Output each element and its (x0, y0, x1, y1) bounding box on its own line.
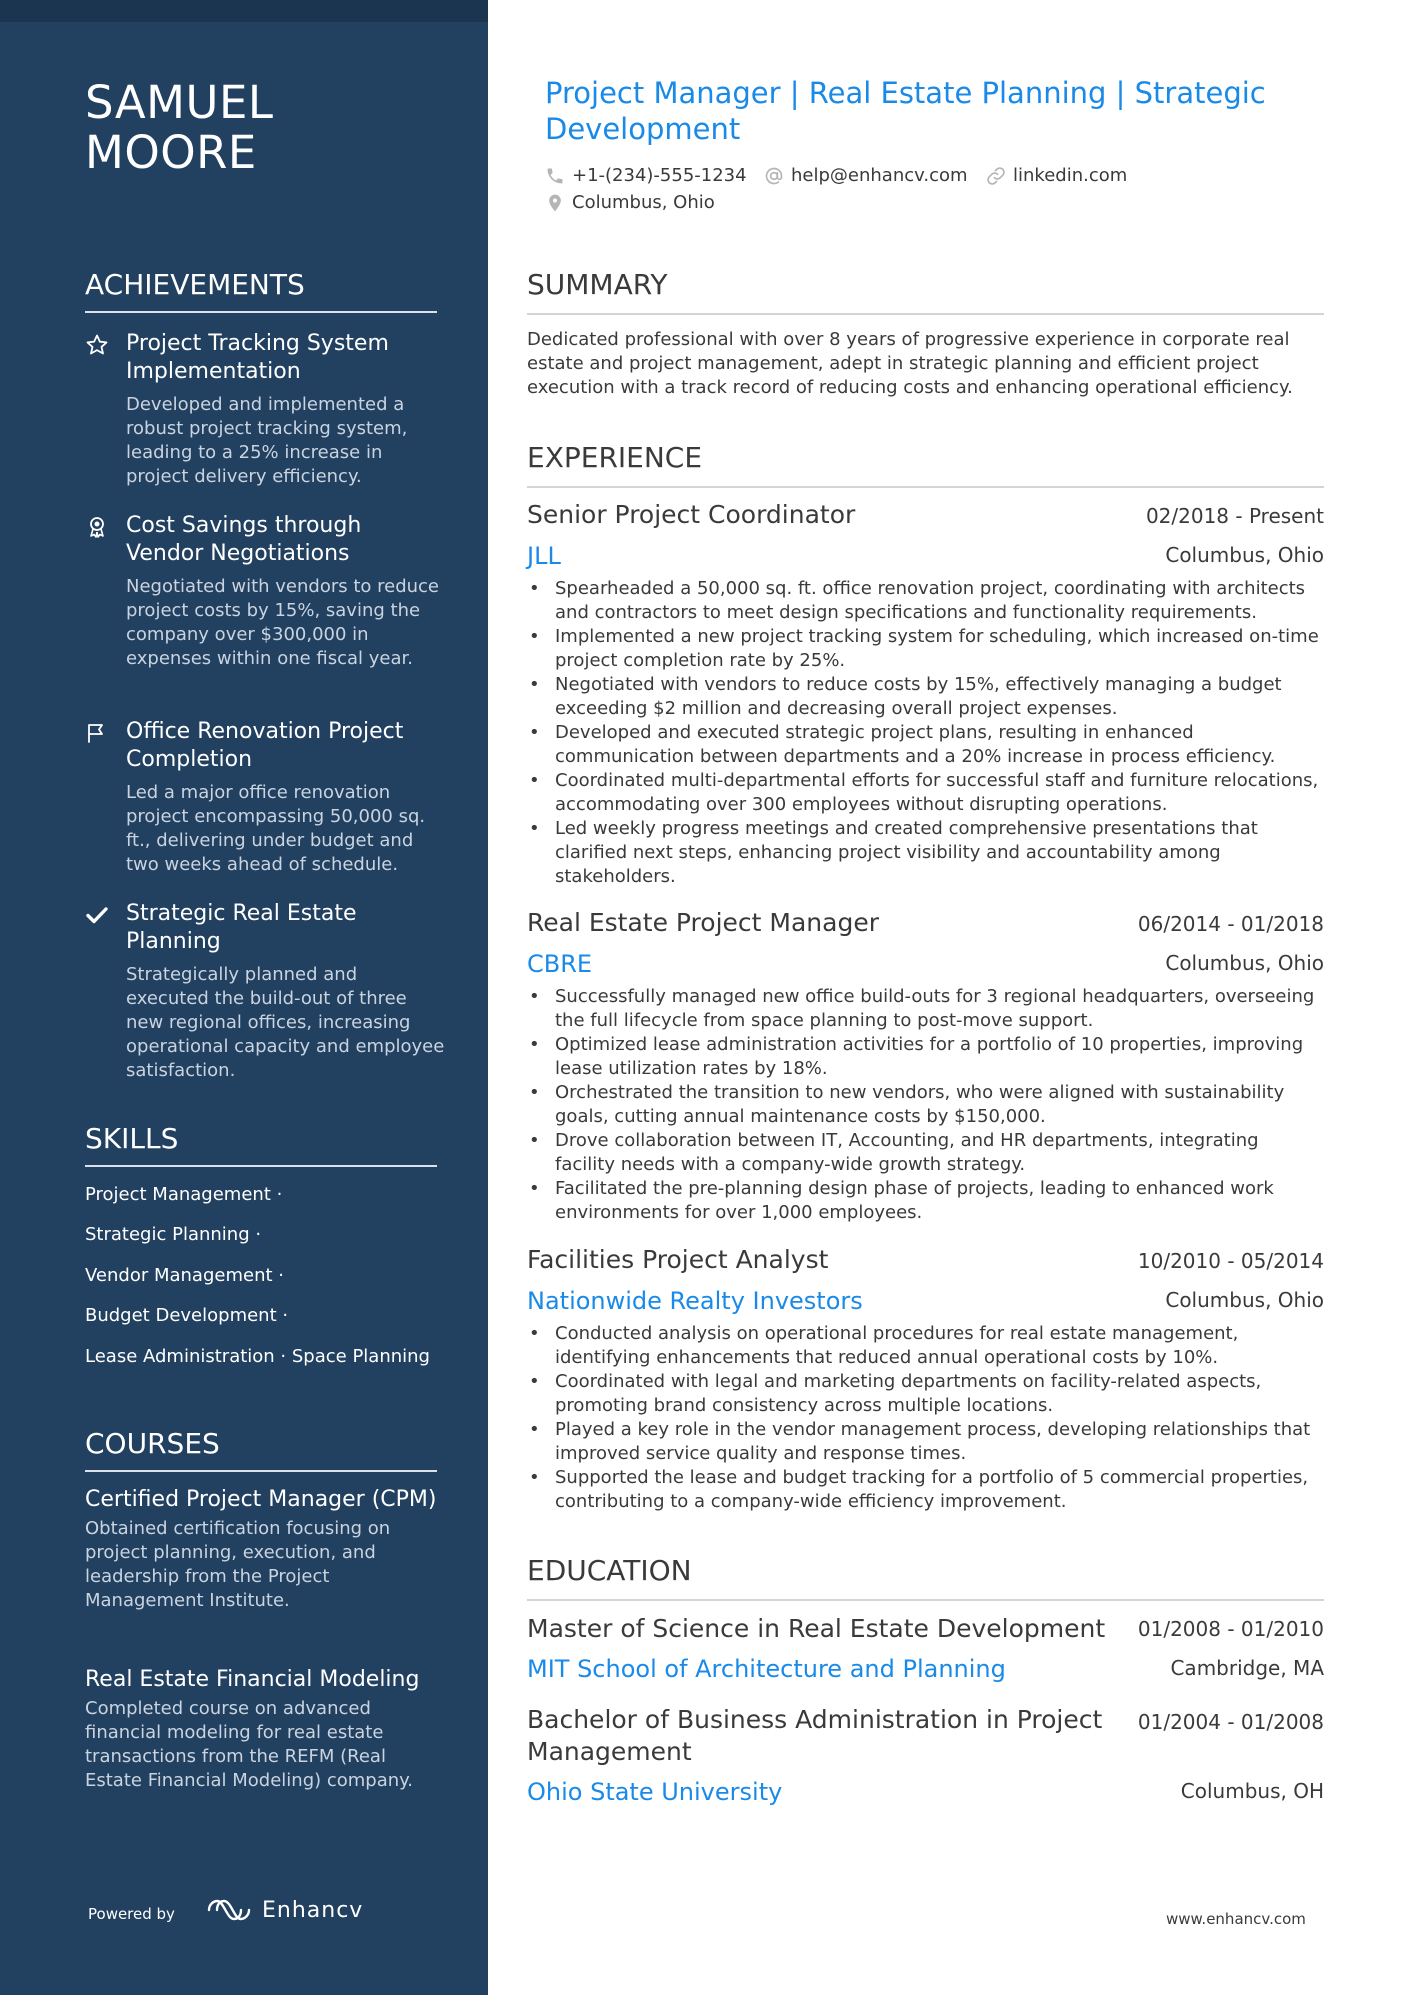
candidate-name (85, 78, 273, 178)
company-name: Nationwide Realty Investors (527, 1287, 863, 1315)
link-icon (986, 166, 1006, 186)
course-item (85, 1666, 445, 1793)
contact-phone[interactable] (545, 165, 747, 186)
job-title: Senior Project Coordinator (527, 500, 856, 529)
job-location: Columbus, Ohio (1165, 951, 1324, 975)
award-icon (85, 515, 109, 539)
contact-location (545, 192, 715, 213)
company-name: CBRE (527, 950, 593, 978)
bullet-item: • Played a key role in the vendor management process, developing relationships that improved service quality and response times. (527, 1418, 1324, 1466)
phone-icon (545, 166, 565, 186)
bullet-item: • Implemented a new project tracking system for scheduling, which increased on-time project completion rate by 25%. (527, 625, 1324, 673)
enhancv-logo-icon (206, 1897, 252, 1923)
bullet-item: • Negotiated with vendors to reduce costs by 15%, effectively managing a budget exceeding $2 million and decreasing overall project expenses. (527, 673, 1324, 721)
skill-item: Lease Administration · Space Planning (85, 1346, 430, 1367)
achievement-item (85, 718, 445, 877)
sidebar-top-bar (0, 0, 488, 22)
contact-linkedin[interactable] (986, 165, 1127, 186)
company-name: JLL (527, 542, 561, 570)
phone-text: +1-(234)-555-1234 (572, 165, 747, 186)
last-name: MOORE (85, 126, 257, 179)
achievement-item (85, 512, 445, 671)
degree-title: Master of Science in Real Estate Development (527, 1614, 1106, 1643)
location-text: Columbus, Ohio (572, 192, 715, 213)
bullet-item: • Orchestrated the transition to new vendors, who were aligned with sustainability goals, cutting annual maintenance costs by $150,000. (527, 1081, 1324, 1129)
bullet-item: • Conducted analysis on operational procedures for real estate management, identifying enhancements that reduced annual operational costs by 10%. (527, 1322, 1324, 1370)
job-date: 06/2014 - 01/2018 (1137, 912, 1324, 936)
achievement-desc: Negotiated with vendors to reduce project costs by 15%, saving the company over $300,000 in expenses within one fiscal year. (126, 576, 440, 669)
job-bullets (527, 985, 1324, 1225)
school-name: Ohio State University (527, 1778, 783, 1806)
checkmark-icon (85, 903, 109, 927)
course-title: Real Estate Financial Modeling (85, 1667, 420, 1692)
skill-item: Strategic Planning · (85, 1224, 262, 1245)
job-title: Facilities Project Analyst (527, 1245, 829, 1274)
education-date: 01/2008 - 01/2010 (1137, 1617, 1324, 1641)
school-name: MIT School of Architecture and Planning (527, 1655, 1006, 1683)
achievement-item (85, 900, 445, 1083)
achievement-title: Office Renovation Project Completion (126, 719, 404, 772)
course-desc: Obtained certification focusing on project planning, execution, and leadership from the Project Management Institute. (85, 1518, 391, 1611)
first-name: SAMUEL (85, 76, 274, 129)
enhancv-logo[interactable] (206, 1897, 363, 1923)
job-location: Columbus, Ohio (1165, 1288, 1324, 1312)
email-text: help@enhancv.com (791, 165, 968, 186)
education-location: Columbus, OH (1180, 1779, 1324, 1803)
education-heading: EDUCATION (527, 1554, 1324, 1601)
job-date: 10/2010 - 05/2014 (1137, 1249, 1324, 1273)
education-date: 01/2004 - 01/2008 (1137, 1710, 1324, 1734)
course-item (85, 1486, 445, 1613)
achievement-item (85, 330, 445, 489)
education-location: Cambridge, MA (1170, 1656, 1324, 1680)
achievement-desc: Strategically planned and executed the build-out of three new regional offices, increasing operational capacity and employee satisfaction. (126, 964, 445, 1081)
achievement-desc: Developed and implemented a robust project tracking system, leading to a 25% increase in project delivery efficiency. (126, 394, 408, 487)
course-desc: Completed course on advanced financial modeling for real estate transactions from the REFM (Real Estate Financial Modeling) company. (85, 1698, 413, 1791)
courses-heading: COURSES (85, 1427, 437, 1472)
bullet-item: • Spearheaded a 50,000 sq. ft. office renovation project, coordinating with architects and contractors to meet design specifications and functionality requirements. (527, 577, 1324, 625)
degree-title: Bachelor of Business Administration in Project Management (527, 1705, 1103, 1766)
headline: Project Manager | Real Estate Planning | Strategic Development (545, 76, 1266, 146)
job-location: Columbus, Ohio (1165, 543, 1324, 567)
bullet-item: • Led weekly progress meetings and created comprehensive presentations that clarified next steps, enhancing project visibility and accountability among stakeholders. (527, 817, 1324, 889)
flag-icon (85, 721, 109, 745)
achievements-heading: ACHIEVEMENTS (85, 268, 437, 313)
bullet-item: • Facilitated the pre-planning design phase of projects, leading to enhanced work environments for over 1,000 employees. (527, 1177, 1324, 1225)
skill-item: Budget Development · (85, 1305, 289, 1326)
bullet-item: • Successfully managed new office build-outs for 3 regional headquarters, overseeing the full lifecycle from space planning to post-move support. (527, 985, 1324, 1033)
powered-by-label: Powered by (88, 1905, 175, 1923)
achievement-title: Project Tracking System Implementation (126, 331, 389, 384)
at-sign-icon (764, 166, 784, 186)
bullet-item: • Coordinated with legal and marketing departments on facility-related aspects, promoting brand consistency across multiple locations. (527, 1370, 1324, 1418)
bullet-item: • Coordinated multi-departmental efforts for successful staff and furniture relocations, accommodating over 300 employees without disrupting operations. (527, 769, 1324, 817)
footer-url[interactable]: www.enhancv.com (1166, 1910, 1306, 1928)
sidebar (0, 0, 488, 1995)
star-icon (85, 333, 109, 357)
achievement-title: Strategic Real Estate Planning (126, 901, 357, 954)
contact-email[interactable] (764, 165, 968, 186)
location-pin-icon (545, 193, 565, 213)
brand-name: Enhancv (262, 1897, 364, 1923)
achievement-title: Cost Savings through Vendor Negotiations (126, 513, 362, 566)
job-bullets (527, 1322, 1324, 1514)
linkedin-text: linkedin.com (1013, 165, 1128, 186)
experience-heading: EXPERIENCE (527, 441, 1324, 488)
skill-item: Vendor Management · (85, 1265, 284, 1286)
bullet-item: • Developed and executed strategic project plans, resulting in enhanced communication between departments and a 20% increase in process efficiency. (527, 721, 1324, 769)
job-title: Real Estate Project Manager (527, 908, 879, 937)
course-title: Certified Project Manager (CPM) (85, 1487, 437, 1512)
bullet-item: • Supported the lease and budget tracking for a portfolio of 5 commercial properties, contributing to a company-wide efficiency improvement. (527, 1466, 1324, 1514)
job-date: 02/2018 - Present (1145, 504, 1324, 528)
bullet-item: • Optimized lease administration activities for a portfolio of 10 properties, improving lease utilization rates by 18%. (527, 1033, 1324, 1081)
bullet-item: • Drove collaboration between IT, Accounting, and HR departments, integrating facility needs with a company-wide growth strategy. (527, 1129, 1324, 1177)
achievement-desc: Led a major office renovation project encompassing 50,000 sq. ft., delivering under budget and two weeks ahead of schedule. (126, 782, 426, 875)
skill-item: Project Management · (85, 1184, 283, 1205)
summary-heading: SUMMARY (527, 268, 1324, 315)
job-bullets (527, 577, 1324, 889)
summary-text: Dedicated professional with over 8 years of progressive experience in corporate real estate and project management, adept in strategic planning and efficient project execution with a track record of reducing costs and enhancing operational efficiency. (527, 329, 1293, 398)
skills-heading: SKILLS (85, 1122, 437, 1167)
